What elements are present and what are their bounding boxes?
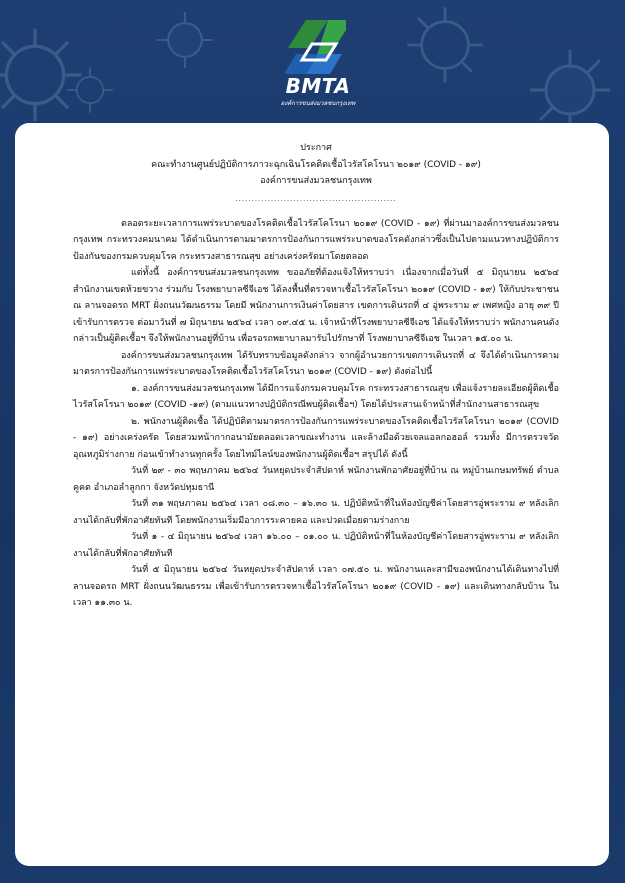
title-line-2: องค์การขนส่งมวลชนกรุงเทพ	[260, 176, 372, 186]
title-line-1: คณะทำงานศูนย์ปฏิบัติการภาวะฉุกเฉินโรคติดเชื้อไวรัสโคโรนา ๒๐๑๙ (COVID - ๑๙)	[151, 159, 481, 170]
logo-subtitle: องค์การขนส่งมวลชนกรุงเทพ	[280, 100, 356, 107]
paragraph-item-2: ๒. พนักงานผู้ติดเชื้อ ได้ปฏิบัติตามมาตรการป้องกันการแพร่ระบาดของโรคติดเชื้อไวรัสโคโรนา ๒๐๑๙ (COVID - ๑๙) อย่างเคร่งครัด โดยสวมหน้ากากอนามัยตลอดเวลาขณะทำงาน และล้างมือด้วยเจลแอลกอฮอล์ รวมทั้ง มีการตรวจวัดอุณหภูมิร่างกาย ก่อนเข้าทำงานทุกครั้ง โดยไทม์ไลน์ของพนักงานผู้ติดเชื้อฯ สรุปได้ ดังนี้	[73, 416, 559, 460]
announcement-heading: ประกาศ	[300, 143, 332, 153]
document-title-block	[73, 140, 559, 190]
logo-brand-text: BMTA	[285, 74, 351, 98]
timeline-entry: วันที่ ๕ มิถุนายน ๒๕๖๔ วันหยุดประจำสัปดาห์ เวลา ๐๗.๕๐ น. พนักงานและสามีของพนักงานได้เดินทางไปที่ลานจอดรถ MRT ฝั่งถนนวัฒนธรรม เพื่อเข้ารับการตรวจหาเชื้อไวรัสโคโรนา ๒๐๑๙ (COVID - ๑๙) และเดินทางกลับบ้าน ในเวลา ๑๑.๓๐ น.	[73, 565, 559, 608]
timeline-entry: วันที่ ๓๑ พฤษภาคม ๒๕๖๔ เวลา ๐๘.๓๐ – ๑๖.๓๐ น. ปฏิบัติหน้าที่ในห้องบัญชีค่าโดยสารอู่พระราม ๙ หลังเลิกงานได้กลับที่พักอาศัยทันที โดยพนักงานเริ่มมีอาการระคายคอ และปวดเมื่อยตามร่างกาย	[73, 499, 559, 526]
timeline-entry: วันที่ ๑ - ๔ มิถุนายน ๒๕๖๔ เวลา ๑๖.๐๐ – ๐๑.๐๐ น. ปฏิบัติหน้าที่ในห้องบัญชีค่าโดยสารอู่พระราม ๙ หลังเลิกงานได้กลับที่พักอาศัยทันที	[73, 532, 559, 559]
paragraph-item-1: ๑. องค์การขนส่งมวลชนกรุงเทพ ได้มีการแจ้งกรมควบคุมโรค กระทรวงสาธารณสุข เพื่อแจ้งรายละเอียดผู้ติดเชื้อไวรัสโคโรนา ๒๐๑๙ (COVID -๑๙) (ตามแนวทางปฏิบัติกรณีพบผู้ติดเชื้อฯ) โดยได้ประสานเจ้าหน้าที่สำนักงานสาธารณสุข	[73, 383, 559, 410]
paragraph-response: องค์การขนส่งมวลชนกรุงเทพ ได้รับทราบข้อมูลดังกล่าว จากผู้อำนวยการเขตการเดินรถที่ ๔ จึงได้ดำเนินการตามมาตรการป้องกันการแพร่ระบาดของโรคติดเชื้อไวรัสโคโรนา ๒๐๑๙ (COVID - ๑๙) ดังต่อไปนี้	[73, 350, 559, 377]
paragraph-incident: แต่ทั้งนี้ องค์การขนส่งมวลชนกรุงเทพ ขออภัยที่ต้องแจ้งให้ทราบว่า เนื่องจากเมื่อวันที่ ๕ มิถุนายน ๒๕๖๔ สำนักงานเขตห้วยขวาง ร่วมกับ โรงพยาบาลซีจีเอช ได้ลงพื้นที่ตรวจหาเชื้อไวรัสโคโรนา ๒๐๑๙ (COVID - ๑๙) ให้กับประชาชน ณ ลานจอดรถ MRT ฝั่งถนนวัฒนธรรม โดยมี พนักงานการเงินค่าโดยสาร เขตการเดินรถที่ ๔ อู่พระราม ๙ เพศหญิง อายุ ๓๙ ปี เข้ารับการตรวจ ต่อมาวันที่ ๗ มิถุนายน ๒๕๖๔ เวลา ๐๙.๔๕ น. เจ้าหน้าที่โรงพยาบาลซีจีเอช ได้แจ้งให้ทราบว่า พนักงานคนดังกล่าวเป็นผู้ติดเชื้อฯ จึงให้พนักงานอยู่ที่บ้าน เพื่อรอรถพยาบาลมารับไปรักษาที่ โรงพยาบาลซีจีเอช ในเวลา ๑๕.๐๐ น.	[73, 268, 559, 344]
divider-dots: ..................................................	[235, 194, 397, 203]
paragraph-intro: ตลอดระยะเวลาการแพร่ระบาดของโรคติดเชื้อไวรัสโคโรนา ๒๐๑๙ (COVID - ๑๙) ที่ผ่านมาองค์การขนส่งมวลชนกรุงเทพ กระทรวงคมนาคม ได้ดำเนินการตามมาตรการป้องกันการแพร่ระบาดของโรคดังกล่าวซึ่งเป็นไปตามแนวทางปฏิบัติการป้องกันของกรมควบคุมโรค กระทรวงสาธารณสุข อย่างเคร่งครัดมาโดยตลอด	[73, 218, 559, 262]
timeline-entry: วันที่ ๒๙ - ๓๐ พฤษภาคม ๒๕๖๔ วันหยุดประจำสัปดาห์ พนักงานพักอาศัยอยู่ที่บ้าน ณ หมู่บ้านเกษมทรัพย์ ตำบลคูคต อำเภอลำลูกกา จังหวัดปทุมธานี	[73, 466, 559, 493]
document-content	[73, 140, 559, 612]
header	[0, 0, 625, 118]
